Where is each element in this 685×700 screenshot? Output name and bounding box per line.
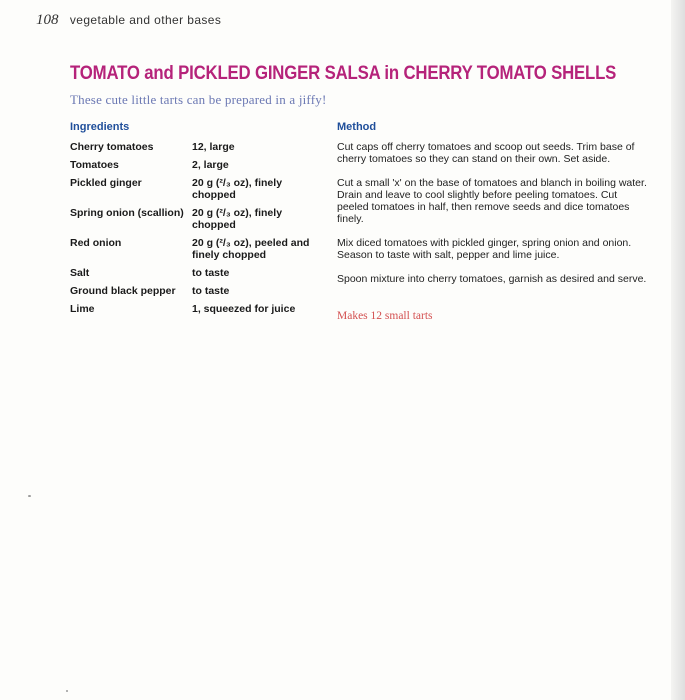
ingredient-quantity: 20 g (²/₃ oz), peeled and finely chopped bbox=[192, 237, 310, 261]
ingredient-name: Salt bbox=[70, 267, 90, 279]
method-step: Mix diced tomatoes with pickled ginger, spring onion and onion. Season to taste with salt, pepper and lime juice. bbox=[337, 237, 632, 261]
method-heading: Method bbox=[337, 121, 377, 133]
ingredient-quantity: to taste bbox=[192, 267, 230, 279]
book-binding bbox=[671, 0, 685, 700]
ingredient-name: Lime bbox=[70, 303, 95, 315]
ingredient-quantity: 1, squeezed for juice bbox=[192, 303, 296, 315]
method-step: Cut caps off cherry tomatoes and scoop out seeds. Trim base of cherry tomatoes so they can stand on their own. Set aside. bbox=[337, 141, 635, 165]
section-title: vegetable and other bases bbox=[69, 13, 222, 27]
title-part: PICKLED GINGER SALSA bbox=[173, 62, 385, 84]
title-part: in bbox=[384, 62, 399, 84]
method-step: Spoon mixture into cherry tomatoes, garnish as desired and serve. bbox=[337, 273, 647, 285]
ingredient-name: Tomatoes bbox=[70, 159, 119, 171]
ingredient-name: Spring onion (scallion) bbox=[70, 207, 184, 219]
ingredient-quantity: 12, large bbox=[192, 141, 235, 153]
ingredient-name: Red onion bbox=[70, 237, 122, 249]
recipe-intro: These cute little tarts can be prepared in a jiffy! bbox=[70, 92, 327, 107]
ingredient-quantity: to taste bbox=[192, 285, 230, 297]
ingredient-quantity: 2, large bbox=[192, 159, 229, 171]
title-part: CHERRY TOMATO SHELLS bbox=[398, 62, 617, 84]
ingredient-name: Ground black pepper bbox=[70, 285, 176, 297]
ingredient-quantity: 20 g (²/₃ oz), finely chopped bbox=[192, 177, 283, 201]
running-head bbox=[36, 12, 221, 29]
method-step: Cut a small 'x' on the base of tomatoes and blanch in boiling water. Drain and leave to cool slightly before peeling tomatoes. Cut peeled tomatoes in half, then remove seeds and dice tomatoes finely. bbox=[337, 177, 647, 225]
ingredient-quantity: 20 g (²/₃ oz), finely chopped bbox=[192, 207, 283, 231]
ingredient-name: Cherry tomatoes bbox=[70, 141, 154, 153]
recipe-title bbox=[70, 62, 616, 85]
ingredient-name: Pickled ginger bbox=[70, 177, 142, 189]
title-part: TOMATO bbox=[70, 62, 145, 84]
recipe-yield: Makes 12 small tarts bbox=[337, 310, 433, 322]
ingredients-heading: Ingredients bbox=[70, 121, 130, 133]
scan-speck bbox=[66, 690, 68, 692]
page-number: 108 bbox=[36, 12, 59, 28]
scan-speck bbox=[28, 495, 31, 497]
title-part: and bbox=[144, 62, 174, 84]
